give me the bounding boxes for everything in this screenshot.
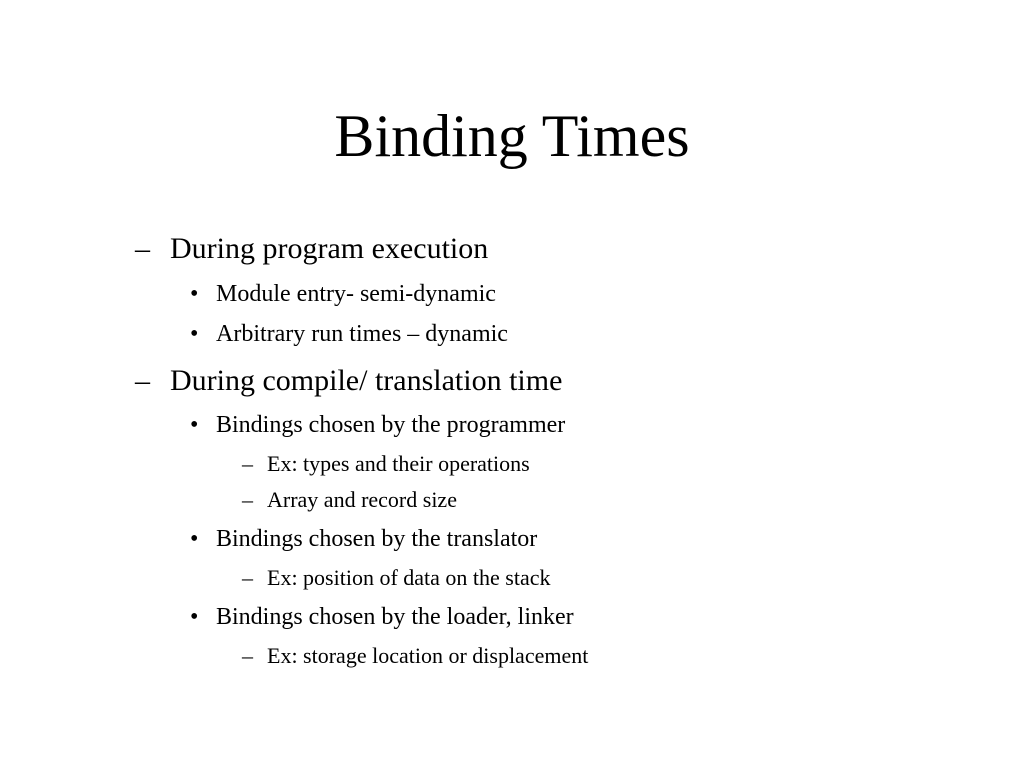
outline-text: Bindings chosen by the loader, linker — [216, 604, 574, 630]
round-bullet-icon: • — [190, 526, 199, 552]
outline-text: Bindings chosen by the programmer — [216, 412, 566, 438]
dash-bullet-icon: – — [242, 451, 253, 476]
round-bullet-icon: • — [190, 281, 199, 307]
outline-text: During compile/ translation time — [170, 364, 563, 397]
outline-text: Ex: position of data on the stack — [267, 565, 551, 590]
dash-bullet-icon: – — [242, 643, 253, 668]
round-bullet-icon: • — [190, 604, 199, 630]
outline-text: Bindings chosen by the translator — [216, 526, 538, 552]
round-bullet-icon: • — [190, 412, 199, 438]
outline-text: Array and record size — [267, 487, 457, 512]
outline-text: Ex: types and their operations — [267, 451, 530, 476]
dash-bullet-icon: – — [135, 232, 150, 265]
slide-title: Binding Times — [334, 103, 690, 169]
round-bullet-icon: • — [190, 321, 199, 347]
outline-text: During program execution — [170, 232, 489, 265]
outline-text: Arbitrary run times – dynamic — [216, 321, 508, 347]
outline-text: Ex: storage location or displacement — [267, 643, 589, 668]
outline-text: Module entry- semi-dynamic — [216, 281, 496, 307]
dash-bullet-icon: – — [242, 487, 253, 512]
dash-bullet-icon: – — [135, 364, 150, 397]
dash-bullet-icon: – — [242, 565, 253, 590]
